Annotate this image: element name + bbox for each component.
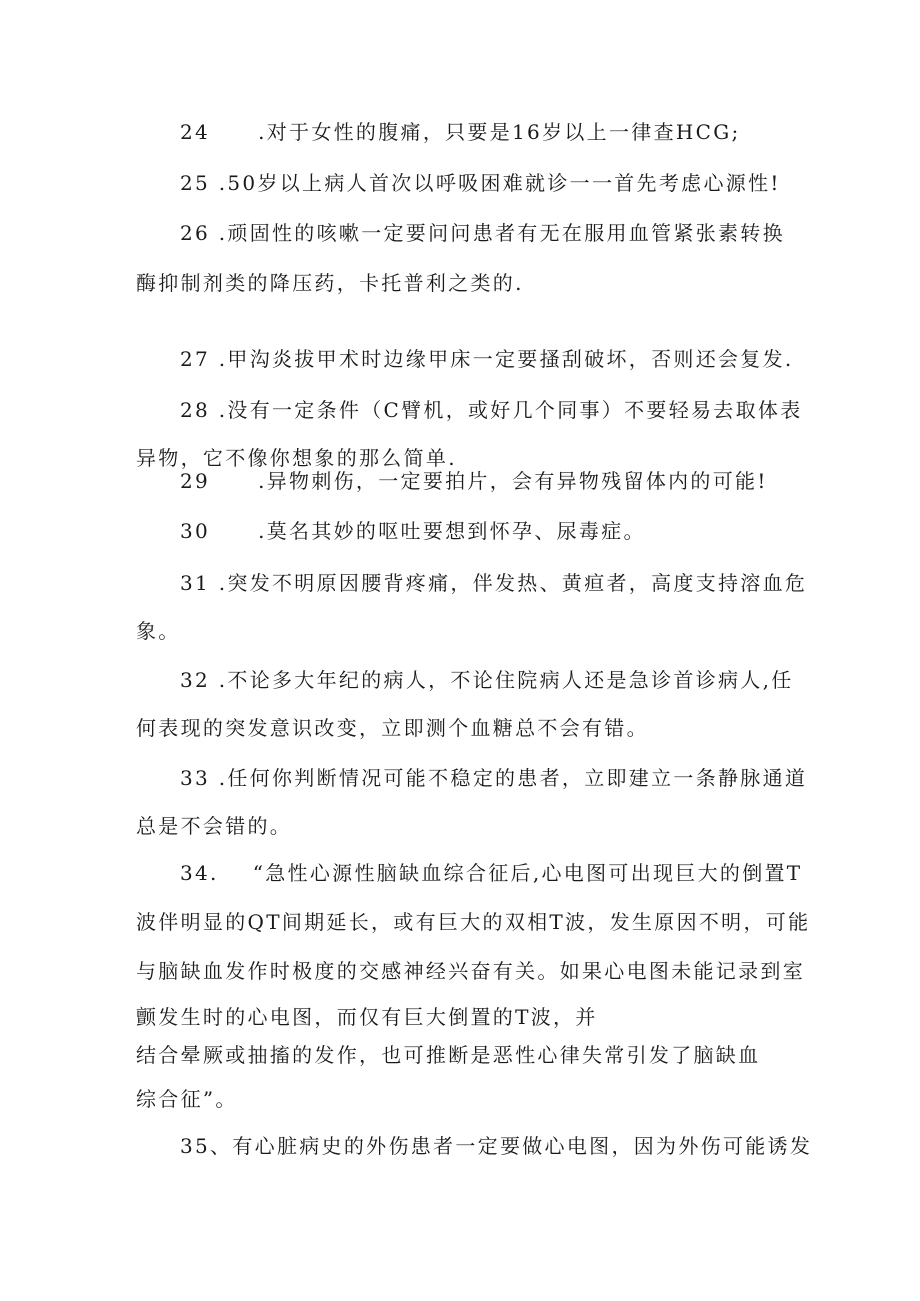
item-33-continuation: 总是不会错的。 [136, 814, 293, 838]
item-30 [180, 517, 800, 545]
item-number: 33 [180, 766, 211, 790]
item-34-continuation-3: 颤发生时的心电图，而仅有巨大倒置的T波，并 [136, 1005, 598, 1029]
item-text: .没有一定条件（C臂机，或好几个同事）不要轻易去取体表 [218, 398, 803, 422]
item-number: 27 [180, 347, 211, 371]
item-number: 35、 [180, 1134, 233, 1158]
item-28 [180, 396, 803, 424]
item-29-line [180, 467, 800, 495]
item-33 [180, 764, 808, 792]
item-number: 24 [180, 120, 211, 144]
item-text: .突发不明原因腰背疼痛，伴发热、黄疸者，高度支持溶血危 [218, 571, 808, 595]
item-25 [180, 169, 800, 197]
item-text: .任何你判断情况可能不稳定的患者，立即建立一条静脉通道 [218, 766, 808, 790]
item-35 [180, 1132, 813, 1160]
item-text: .甲沟炎拔甲术时边缘甲床一定要搔刮破坏，否则还会复发. [218, 347, 794, 371]
item-26-continuation: 酶抑制剂类的降压药，卡托普利之类的. [136, 271, 524, 295]
item-text: .不论多大年纪的病人，不论住院病人还是急诊首诊病人,任 [218, 668, 794, 692]
item-text: 有心脏病史的外伤患者一定要做心电图，因为外伤可能诱发 [232, 1134, 813, 1158]
item-32-continuation: 何表现的突发意识改变，立即测个血糖总不会有错。 [136, 716, 649, 740]
item-number: 25 [180, 171, 211, 195]
item-34-continuation-1: 波伴明显的QT间期延长，或有巨大的双相T波，发生原因不明，可能 [136, 910, 811, 934]
item-34-continuation-2: 与脑缺血发作时极度的交感神经兴奋有关。如果心电图未能记录到室 [136, 959, 805, 983]
item-34-continuation-4: 结合晕厥或抽搐的发作，也可推断是恶性心律失常引发了脑缺血 [136, 1043, 761, 1067]
item-text: .异物刺伤，一定要拍片，会有异物残留体内的可能! [258, 469, 768, 493]
item-text: “急性心源性脑缺血综合征后,心电图可出现巨大的倒置T [252, 861, 803, 885]
item-number: 28 [180, 398, 211, 422]
item-number: 30 [180, 519, 211, 543]
item-34 [180, 859, 803, 887]
item-number: 29 [180, 469, 211, 493]
item-32 [180, 666, 800, 694]
item-27 [180, 345, 800, 373]
item-number: 34. [180, 861, 219, 885]
item-24 [180, 118, 800, 146]
item-34-continuation-5: 综合征”。 [136, 1087, 238, 1111]
item-31 [180, 569, 808, 597]
item-text: .50岁以上病人首次以呼吸困难就诊一一首先考虑心源性! [218, 171, 781, 195]
item-26 [180, 219, 800, 247]
item-number: 31 [180, 571, 211, 595]
item-28-continuation: 异物，它不像你想象的那么简单. [136, 446, 457, 470]
item-text: .莫名其妙的呕吐要想到怀孕、尿毒症。 [258, 519, 646, 543]
item-text: .对于女性的腹痛，只要是16岁以上一律查HCG; [258, 120, 741, 144]
item-number: 26 [180, 221, 211, 245]
item-31-continuation: 象。 [136, 619, 181, 643]
item-number: 32 [180, 668, 211, 692]
item-text: .顽固性的咳嗽一定要问问患者有无在服用血管紧张素转换 [218, 221, 785, 245]
